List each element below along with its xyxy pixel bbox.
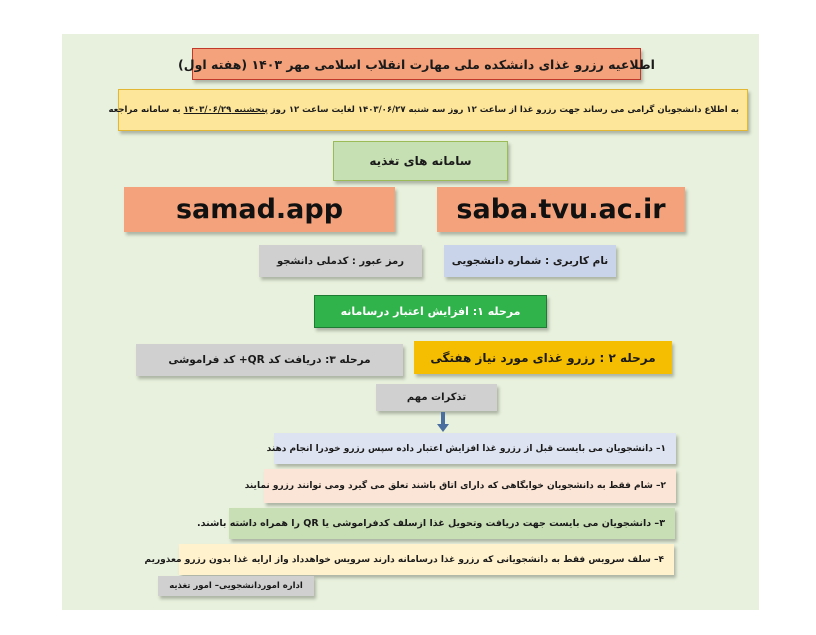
notes-heading: تذکرات مهم (376, 384, 497, 411)
saba-url[interactable]: saba.tvu.ac.ir (437, 187, 685, 232)
step1-label: مرحله ۱: افزایش اعتبار درسامانه (314, 295, 547, 328)
announcement-text (108, 89, 748, 131)
step2-label: مرحله ۲ : رزرو غذای مورد نیاز هفتگی (414, 341, 672, 374)
note-item-1: ۱– دانشجویان می بایست قبل از رزرو غذا افزایش اعتبار داده سپس رزرو خودرا انجام دهند (274, 433, 676, 464)
username-info: نام کاربری : شماره دانشجویی (444, 245, 616, 277)
announcement-deadline: پنجشنبه ۱۴۰۳/۰۶/۲۹ (183, 105, 268, 115)
samad-url[interactable]: samad.app (124, 187, 395, 232)
password-info: رمز عبور : کدملی دانشجو (259, 245, 422, 277)
page-title: اطلاعیه رزرو غذای دانشکده ملی مهارت انقلاب اسلامی مهر ۱۴۰۳ (هفته اول) (192, 48, 641, 80)
note-item-2: ۲– شام فقط به دانشجویان خوابگاهی که دارای اتاق باشند تعلق می گیرد ومی توانند رزرو نمایند (264, 469, 676, 503)
note-item-4: ۴– سلف سرویس فقط به دانشجویانی که رزرو غذا درسامانه دارند سرویس خواهدداد واز ارایه غذا بدون رزرو معذوریم (179, 544, 674, 575)
announcement-text-after: به سامانه مراجعه (108, 105, 181, 115)
systems-heading: سامانه های تغذیه (333, 141, 508, 181)
announcement-text-before: به اطلاع دانشجویان گرامی می رساند جهت رزرو غذا از ساعت ۱۲ روز سه شنبه ۱۴۰۳/۰۶/۲۷ لغایت ساعت ۱۲ روز (270, 105, 739, 115)
step3-label: مرحله ۳: دریافت کد QR+ کد فراموشی (136, 344, 403, 376)
note-item-3: ۳– دانشجویان می بایست جهت دریافت وتحویل غذا ازسلف کدفراموشی یا QR را همراه داشته باشند. (229, 508, 675, 539)
down-arrow-icon (436, 412, 450, 432)
office-signature: اداره اموردانشجویی– امور تغذیه (158, 576, 314, 596)
